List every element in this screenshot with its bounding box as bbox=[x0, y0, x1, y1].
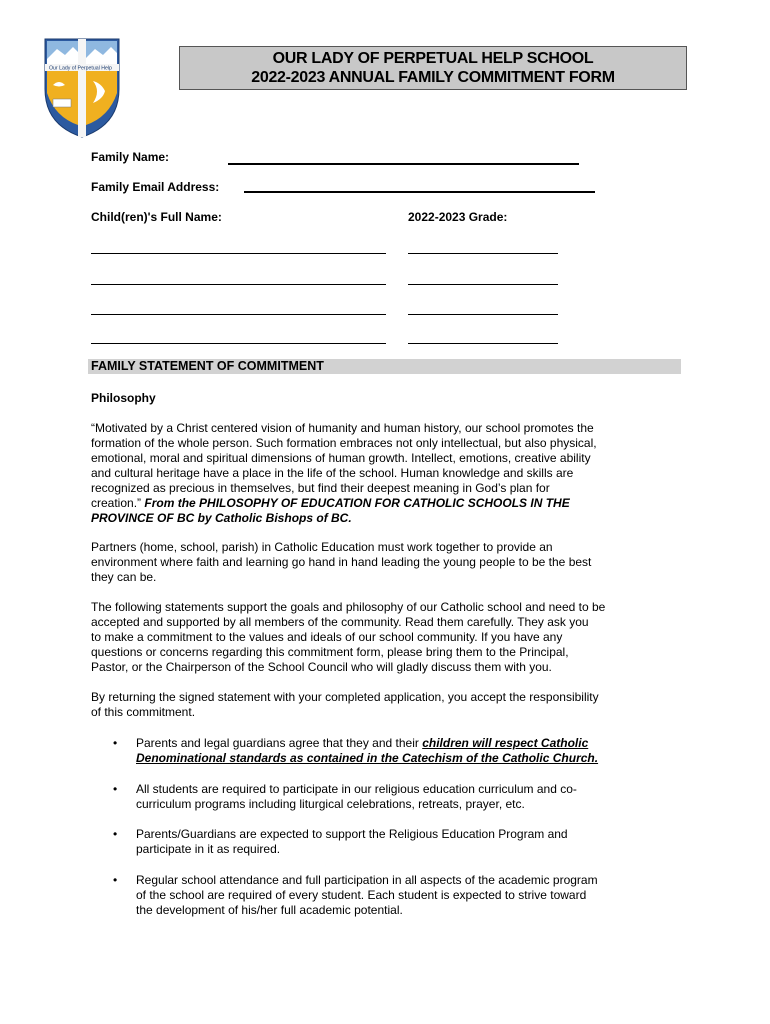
commitment-text: Parents and legal guardians agree that they and their bbox=[136, 736, 423, 750]
child-grade-field[interactable] bbox=[408, 284, 558, 285]
commitment-text: the development of his/her full academic potential. bbox=[136, 903, 403, 917]
partners-paragraph bbox=[91, 540, 683, 585]
quote-line: and cultural heritage have a place in the life of the school. Human knowledge and skills are bbox=[91, 466, 574, 480]
bullet-icon: • bbox=[113, 873, 118, 887]
quote-line: emotional, moral and spiritual dimensions of human growth. Intellect, emotions, creative ability bbox=[91, 451, 591, 465]
school-name-title: OUR LADY OF PERPETUAL HELP SCHOOL bbox=[272, 50, 594, 67]
child-name-field[interactable] bbox=[91, 253, 386, 254]
commitment-emphasis: Denominational standards as contained in the Catechism of the Catholic Church. bbox=[136, 751, 599, 765]
family-email-field[interactable] bbox=[244, 191, 595, 193]
commitment-text: Parents/Guardians are expected to support the Religious Education Program and bbox=[136, 827, 568, 841]
bullet-icon: • bbox=[113, 782, 118, 796]
philosophy-heading: Philosophy bbox=[91, 391, 156, 405]
commitment-item bbox=[136, 827, 681, 857]
quote-source: PROVINCE OF BC by Catholic Bishops of BC. bbox=[91, 511, 352, 525]
grade-label: 2022-2023 Grade: bbox=[408, 210, 508, 224]
paragraph-line: The following statements support the goals and philosophy of our Catholic school and need to be bbox=[91, 600, 606, 614]
commitment-text: All students are required to participate in our religious education curriculum and co- bbox=[136, 782, 577, 796]
form-title-box bbox=[179, 46, 687, 90]
statements-paragraph bbox=[91, 600, 683, 675]
paragraph-line: they can be. bbox=[91, 570, 157, 584]
commitment-text: of the school are required of every student. Each student is expected to strive toward bbox=[136, 888, 587, 902]
commitment-item bbox=[136, 873, 681, 918]
family-name-label: Family Name: bbox=[91, 150, 170, 164]
bullet-icon: • bbox=[113, 736, 118, 750]
paragraph-line: environment where faith and learning go hand in hand leading the young people to be the best bbox=[91, 555, 592, 569]
commitment-text: participate in it as required. bbox=[136, 842, 281, 856]
child-name-field[interactable] bbox=[91, 343, 386, 344]
returning-paragraph bbox=[91, 690, 683, 720]
quote-line: recognized as precious in themselves, but find their deepest meaning in God’s plan for bbox=[91, 481, 550, 495]
paragraph-line: questions or concerns regarding this commitment form, please bring them to the Principal, bbox=[91, 645, 569, 659]
commitment-item bbox=[136, 782, 681, 812]
section-heading-commitment: FAMILY STATEMENT OF COMMITMENT bbox=[88, 359, 681, 374]
quote-line: formation of the whole person. Such formation embraces not only intellectual, but also physical, bbox=[91, 436, 597, 450]
paragraph-line: Partners (home, school, parish) in Catholic Education must work together to provide an bbox=[91, 540, 553, 554]
child-grade-field[interactable] bbox=[408, 314, 558, 315]
family-name-field[interactable] bbox=[228, 163, 579, 165]
family-email-label: Family Email Address: bbox=[91, 180, 220, 194]
school-crest-logo bbox=[43, 37, 121, 139]
child-name-field[interactable] bbox=[91, 314, 386, 315]
bullet-icon: • bbox=[113, 827, 118, 841]
commitment-text: Regular school attendance and full participation in all aspects of the academic program bbox=[136, 873, 598, 887]
philosophy-quote bbox=[91, 421, 683, 526]
quote-line: “Motivated by a Christ centered vision of humanity and human history, our school promotes the bbox=[91, 421, 594, 435]
quote-source: From the PHILOSOPHY OF EDUCATION FOR CATHOLIC SCHOOLS IN THE bbox=[144, 496, 570, 510]
quote-line: creation.” bbox=[91, 496, 145, 510]
commitment-emphasis: children will respect Catholic bbox=[422, 736, 589, 750]
crest-logo-text: Our Lady of Perpetual Help bbox=[49, 65, 112, 72]
paragraph-line: accepted and supported by all members of the community. Read them carefully. They ask you bbox=[91, 615, 589, 629]
commitment-text: curriculum programs including liturgical celebrations, retreats, prayer, etc. bbox=[136, 797, 525, 811]
child-name-field[interactable] bbox=[91, 284, 386, 285]
paragraph-line: to make a commitment to the values and ideals of our school community. If you have any bbox=[91, 630, 563, 644]
form-name-title: 2022-2023 ANNUAL FAMILY COMMITMENT FORM bbox=[251, 69, 615, 86]
child-grade-field[interactable] bbox=[408, 253, 558, 254]
commitment-item bbox=[136, 736, 681, 766]
paragraph-line: Pastor, or the Chairperson of the School Council who will gladly discuss them with you. bbox=[91, 660, 552, 674]
paragraph-line: By returning the signed statement with your completed application, you accept the responsibility bbox=[91, 690, 599, 704]
child-grade-field[interactable] bbox=[408, 343, 558, 344]
paragraph-line: of this commitment. bbox=[91, 705, 196, 719]
children-name-label: Child(ren)'s Full Name: bbox=[91, 210, 222, 224]
